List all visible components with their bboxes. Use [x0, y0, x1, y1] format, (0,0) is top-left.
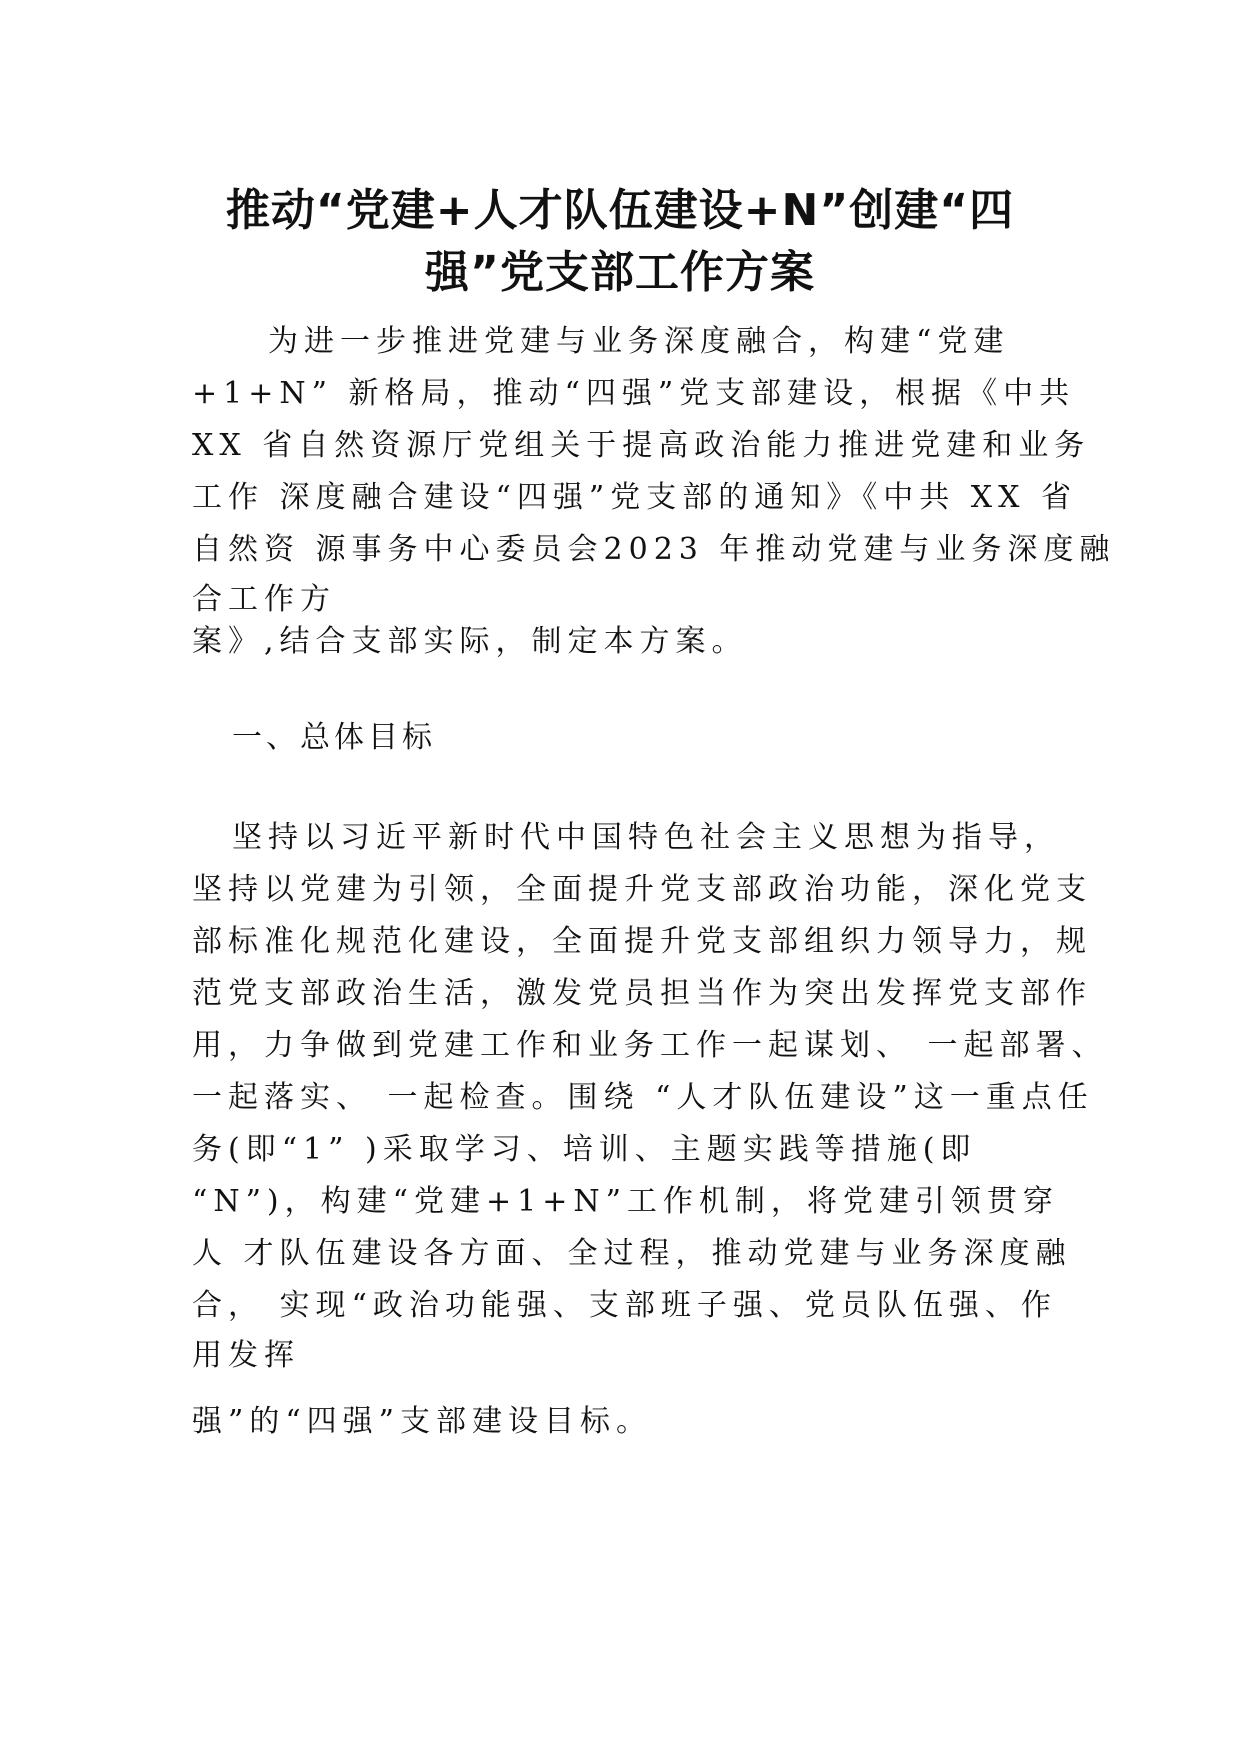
section-heading: 一、总体目标 — [232, 720, 436, 755]
text-line: 自然资 源事务中心委员会2023 年推动党建与业务深度融 — [192, 532, 1116, 567]
text-line: 部标准化规范化建设，全面提升党支部组织力领导力，规 — [192, 924, 1092, 959]
text-line: 用发挥 — [192, 1338, 300, 1373]
text-line: “N”)，构建“党建+1+N”工作机制，将党建引领贯穿 — [192, 1184, 1059, 1219]
text-line: 用，力争做到党建工作和业务工作一起谋划、 一起部署、 — [192, 1028, 1108, 1063]
title-line: 推动“党建+人才队伍建设+N”创建“四 — [225, 185, 1015, 236]
text-line: +1+N” 新格局，推动“四强”党支部建设，根据《中共 — [192, 376, 1076, 411]
text-line: 务(即“1” )采取学习、培训、主题实践等措施(即 — [192, 1132, 977, 1167]
title-line: 强”党支部工作方案 — [425, 247, 815, 298]
text-line: 为进一步推进党建与业务深度融合，构建“党建 — [268, 324, 1010, 359]
text-line: 一起落实、 一起检查。围绕 “人才队伍建设”这一重点任 — [192, 1080, 1094, 1115]
text-line: XX 省自然资源厅党组关于提高政治能力推进党建和业务 — [192, 428, 1091, 463]
text-line: 合工作方 — [192, 582, 336, 617]
text-line: 范党支部政治生活，激发党员担当作为突出发挥党支部作 — [192, 976, 1092, 1011]
text-line: 合， 实现“政治功能强、支部班子强、党员队伍强、作 — [192, 1288, 1057, 1323]
text-line: 人 才队伍建设各方面、全过程，推动党建与业务深度融 — [192, 1236, 1072, 1271]
text-line: 案》,结合支部实际，制定本方案。 — [192, 624, 748, 659]
text-line: 坚持以党建为引领，全面提升党支部政治功能，深化党支 — [192, 872, 1092, 907]
text-line: 工作 深度融合建设“四强”党支部的通知》《中共 XX 省 — [192, 480, 1077, 515]
text-line: 坚持以习近平新时代中国特色社会主义思想为指导， — [232, 820, 1060, 855]
document-title — [190, 180, 1050, 304]
text-line: 强”的“四强”支部建设目标。 — [192, 1404, 653, 1439]
